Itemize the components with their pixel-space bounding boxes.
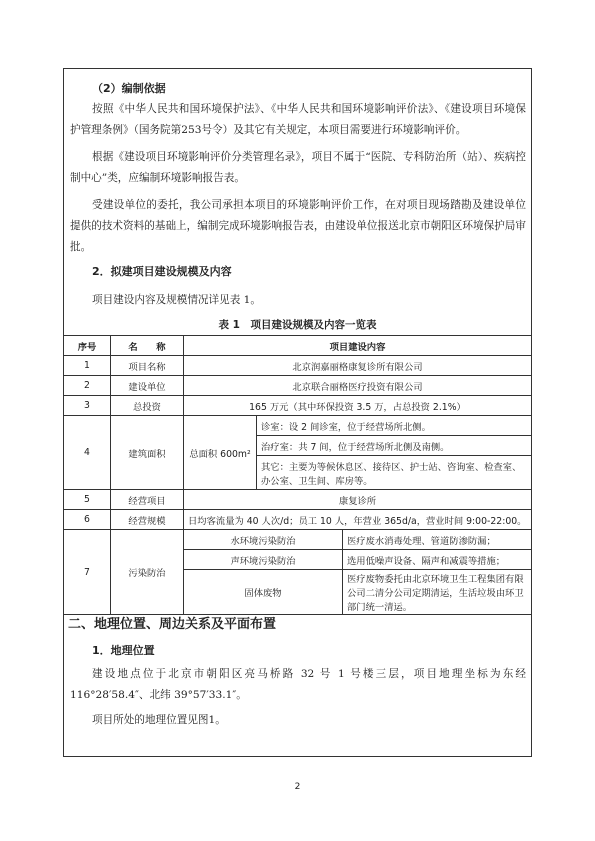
cell-name: 污染防治 [111,530,184,615]
paragraph-table-ref: 项目建设内容及规模情况详见表 1。 [92,294,262,306]
header-content: 项目建设内容 [184,336,532,356]
cell-name: 经营规模 [111,510,184,530]
cell-content: 北京润嘉丽格康复诊所有限公司 [184,356,532,376]
cell-content: 北京联合丽格医疗投资有限公司 [184,376,532,396]
table-row [64,530,532,550]
cell-name: 经营项目 [111,490,184,510]
cell-no: 6 [64,510,111,530]
cell-name: 总投资 [111,396,184,416]
table-row [64,490,532,510]
cell-no: 1 [64,356,111,376]
table-caption: 表 1 项目建设规模及内容一览表 [218,319,377,331]
paragraph-commission: 受建设单位的委托，我公司承担本项目的环境影响评价工作，在对项目现场踏勘及建设单位提供的技术资料的基础上，编制完成环境影响报告表，由建设单位报送北京市朝阳区环境保护局审批。 [70,199,526,253]
paragraph-figure-ref: 项目所处的地理位置见图1。 [92,714,226,726]
cell-no: 2 [64,376,111,396]
cell-no: 4 [64,416,111,490]
section-geo-location: 1．地理位置 [92,644,155,657]
section-compile-basis: （2）编制依据 [92,82,166,95]
cell-solid-name: 固体废物 [184,570,343,615]
table-row [64,416,532,436]
project-table [63,335,532,615]
cell-no: 3 [64,396,111,416]
table-row [64,510,532,530]
cell-water-content: 医疗废水消毒处理、管道防渗防漏； [343,530,532,550]
paragraph-classification: 根据《建设项目环境影响评价分类管理名录》，项目不属于“医院、专科防治所（站）、疾病控制中心”类，应编制环境影响报告表。 [70,151,526,184]
header-no: 序号 [64,336,111,356]
paragraph-legal-basis: 按照《中华人民共和国环境保护法》、《中华人民共和国环境影响评价法》、《建设项目环境保护管理条例》（国务院第253号令）及其它有关规定，本项目需要进行环境影响评价。 [70,103,526,136]
cell-content: 日均客流量为 40 人次/d；员工 10 人，年营业 365d/a，营业时间 9:00-22:00。 [184,510,532,530]
header-name: 名 称 [111,336,184,356]
cell-content: 康复诊所 [184,490,532,510]
cell-name: 建设单位 [111,376,184,396]
cell-water-name: 水环境污染防治 [184,530,343,550]
cell-content: 165 万元（其中环保投资 3.5 万，占总投资 2.1%） [184,396,532,416]
cell-noise-content: 选用低噪声设备、隔声和减震等措施； [343,550,532,570]
cell-no: 5 [64,490,111,510]
cell-name: 项目名称 [111,356,184,376]
table-row [64,356,532,376]
cell-total-area: 总面积 600m² [184,416,257,490]
cell-clinic-rooms: 诊室：设 2 间诊室，位于经营场所北侧。 [257,416,532,436]
table-row [64,396,532,416]
cell-other-rooms: 其它：主要为等候休息区、接待区、护士站、咨询室、检查室、办公室、卫生间、库房等。 [257,456,532,490]
cell-noise-name: 声环境污染防治 [184,550,343,570]
cell-name: 建筑面积 [111,416,184,490]
cell-no: 7 [64,530,111,615]
table-row [64,376,532,396]
table-header-row [64,336,532,356]
page-number: 2 [294,782,301,792]
cell-treatment-rooms: 治疗室：共 7 间，位于经营场所北侧及南侧。 [257,436,532,456]
section-project-scale: 2．拟建项目建设规模及内容 [92,265,232,278]
chapter-heading: 二、地理位置、周边关系及平面布置 [68,617,277,632]
cell-solid-content: 医疗废物委托由北京环境卫生工程集团有限公司二清分公司定期清运，生活垃圾由环卫部门统一清运。 [343,570,532,615]
paragraph-location: 建设地点位于北京市朝阳区亮马桥路 32 号 1 号楼三层，项目地理坐标为东经116°28′58.4″、北纬 39°57′33.1″。 [70,668,526,701]
